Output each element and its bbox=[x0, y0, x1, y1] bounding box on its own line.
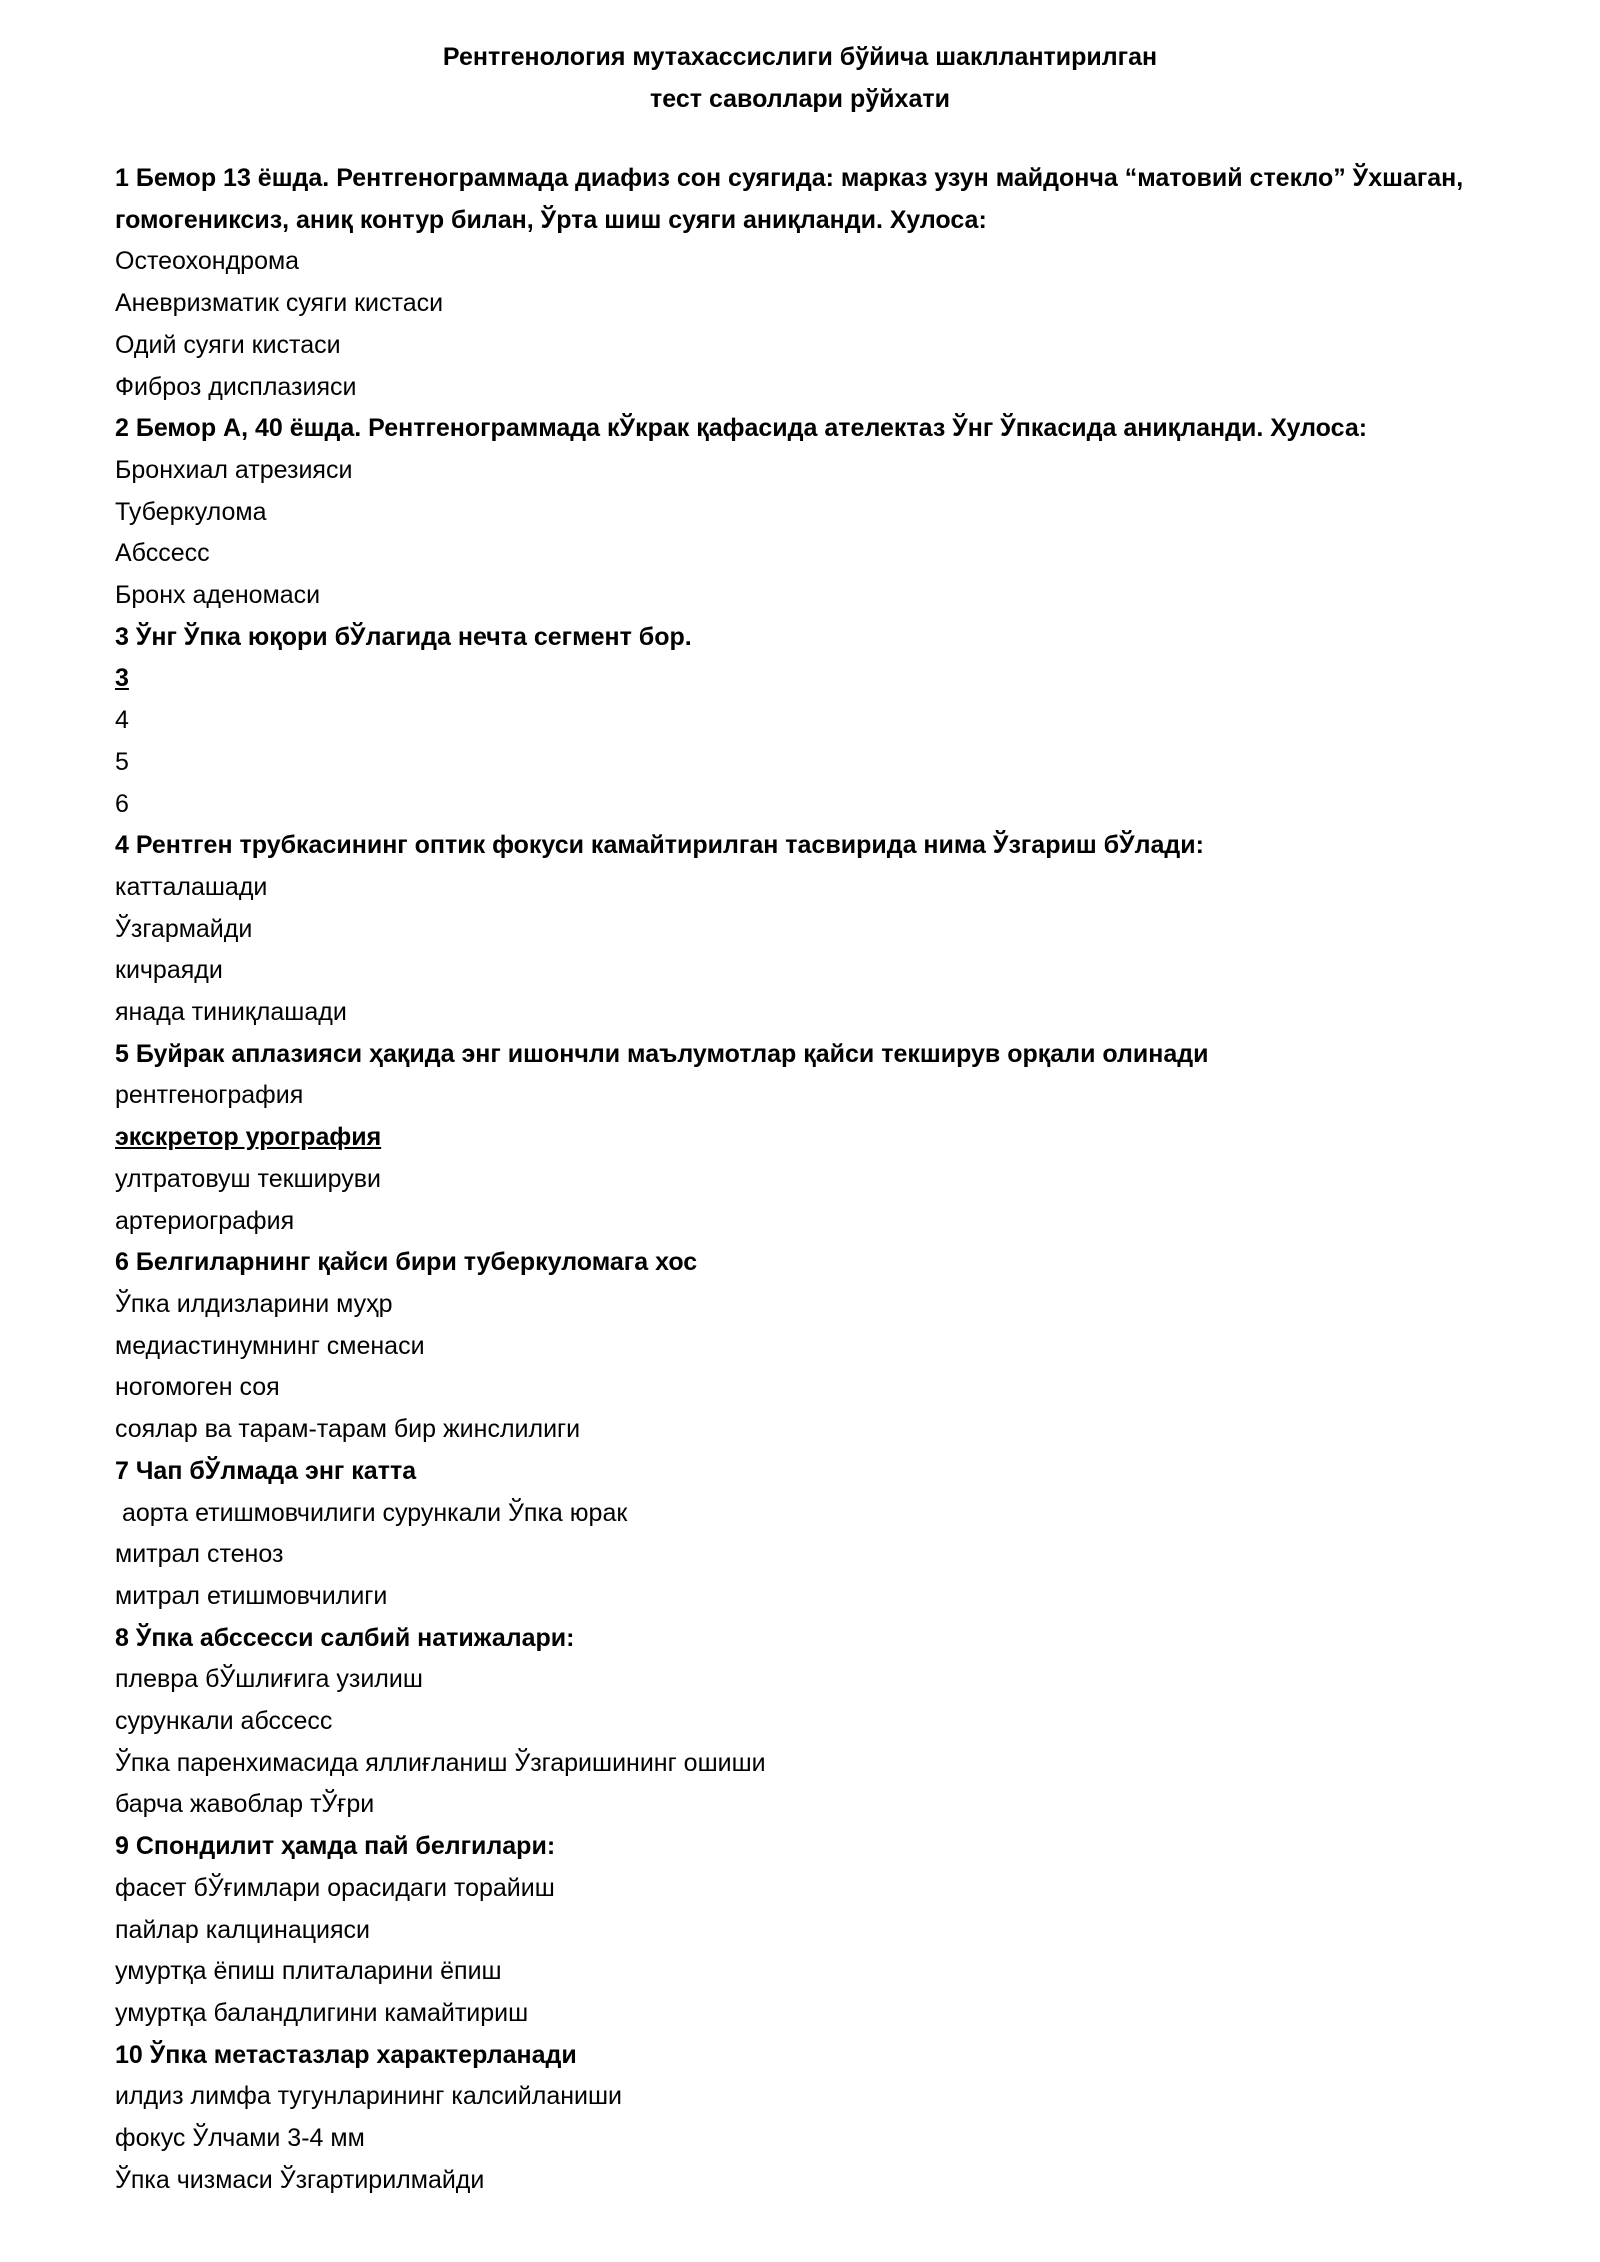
answer-option: барча жавоблар тЎғри bbox=[115, 1790, 375, 1819]
document-header bbox=[60, 36, 1540, 120]
question-4 bbox=[115, 825, 1540, 1034]
answer-option: Ўзгармайди bbox=[115, 914, 253, 943]
answer-option: илдиз лимфа тугунларининг калсийланиши bbox=[115, 2082, 623, 2111]
answer-option: пайлар калцинацияси bbox=[115, 1915, 371, 1944]
question-2 bbox=[115, 408, 1540, 617]
answer-option: Бронх аденомаси bbox=[115, 581, 321, 610]
answer-option: Ўпка илдизларини муҳр bbox=[115, 1289, 393, 1318]
question-5 bbox=[115, 1034, 1540, 1243]
correct-answer-option: экскретор урография bbox=[115, 1123, 382, 1152]
answer-option: Аневризматик суяги кистаси bbox=[115, 289, 444, 318]
question-text: 8 Ўпка абссесси салбий натижалари: bbox=[115, 1623, 575, 1652]
answer-option: аорта етишмовчилиги сурункали Ўпка юрак bbox=[115, 1498, 628, 1527]
answer-option: умуртқа баландлигини камайтириш bbox=[115, 1998, 529, 2027]
answer-option: сурункали абссесс bbox=[115, 1707, 333, 1736]
answer-option: Остеохондрома bbox=[115, 247, 300, 276]
answer-option: митрал стеноз bbox=[115, 1540, 284, 1569]
answer-option: 4 bbox=[115, 706, 129, 735]
answer-option: артериография bbox=[115, 1206, 295, 1235]
answer-option: Ўпка паренхимасида яллиғланиш Ўзгаришининг ошиши bbox=[115, 1748, 766, 1777]
answer-option: Одий суяги кистаси bbox=[115, 330, 341, 359]
document-title-line-2: тест саволлари рўйхати bbox=[650, 85, 950, 113]
answer-option: ногомоген соя bbox=[115, 1373, 280, 1402]
question-text: 5 Буйрак аплазияси ҳақида энг ишончли маълумотлар қайси текширув орқали олинади bbox=[115, 1039, 1209, 1068]
answer-option: фасет бЎғимлари орасидаги торайиш bbox=[115, 1873, 555, 1902]
question-8 bbox=[115, 1618, 1540, 1827]
question-text: 1 Бемор 13 ёшда. Рентгенограммада диафиз сон суягида: марказ узун майдонча “матовий стекло” Ўхшаган, гомогениксиз, аниқ контур билан, Ўрта шиш суяги аниқланди. Хулоса: bbox=[115, 164, 1464, 234]
question-10 bbox=[115, 2035, 1540, 2202]
answer-option: Ўпка чизмаси Ўзгартирилмайди bbox=[115, 2165, 485, 2194]
answer-option: 6 bbox=[115, 789, 129, 818]
answer-option: соялар ва тарам-тарам бир жинслилиги bbox=[115, 1415, 581, 1444]
question-1 bbox=[115, 158, 1540, 408]
answer-option: янада тиниқлашади bbox=[115, 998, 347, 1027]
answer-option: ултратовуш текшируви bbox=[115, 1164, 381, 1193]
answer-option: Туберкулома bbox=[115, 497, 267, 526]
answer-option: медиастинумнинг сменаси bbox=[115, 1331, 425, 1360]
document-title-line-1: Рентгенология мутахассислиги бўйича шакллантирилган bbox=[442, 43, 1158, 71]
question-text: 7 Чап бЎлмада энг катта bbox=[115, 1456, 417, 1485]
question-7 bbox=[115, 1451, 1540, 1618]
answer-option: рентгенография bbox=[115, 1081, 304, 1110]
question-text: 4 Рентген трубкасининг оптик фокуси камайтирилган тасвирида нима Ўзгариш бЎлади: bbox=[115, 831, 1204, 860]
question-text: 9 Спондилит ҳамда пай белгилари: bbox=[115, 1832, 556, 1861]
answer-option: умуртқа ёпиш плиталарини ёпиш bbox=[115, 1957, 502, 1986]
question-text: 6 Белгиларнинг қайси бири туберкуломага хос bbox=[115, 1248, 698, 1277]
question-text: 10 Ўпка метастазлар характерланади bbox=[115, 2040, 577, 2069]
question-text: 2 Бемор А, 40 ёшда. Рентгенограммада кЎкрак қафасида ателектаз Ўнг Ўпкасида аниқланди. Хулоса: bbox=[115, 414, 1368, 443]
question-6 bbox=[115, 1242, 1540, 1451]
question-list bbox=[115, 158, 1540, 2201]
question-text: 3 Ўнг Ўпка юқори бЎлагида нечта сегмент бор. bbox=[115, 622, 692, 651]
question-3 bbox=[115, 617, 1540, 826]
answer-option: кичраяди bbox=[115, 956, 223, 985]
answer-option: Фиброз дисплазияси bbox=[115, 372, 357, 401]
question-9 bbox=[115, 1826, 1540, 2035]
answer-option: Абссесс bbox=[115, 539, 210, 568]
answer-option: плевра бЎшлиғига узилиш bbox=[115, 1665, 423, 1694]
answer-option: Бронхиал атрезияси bbox=[115, 455, 353, 484]
answer-option: митрал етишмовчилиги bbox=[115, 1581, 388, 1610]
answer-option: 5 bbox=[115, 747, 129, 776]
answer-option: катталашади bbox=[115, 872, 268, 901]
correct-answer-option: 3 bbox=[115, 664, 129, 693]
answer-option: фокус Ўлчами 3-4 мм bbox=[115, 2124, 365, 2153]
